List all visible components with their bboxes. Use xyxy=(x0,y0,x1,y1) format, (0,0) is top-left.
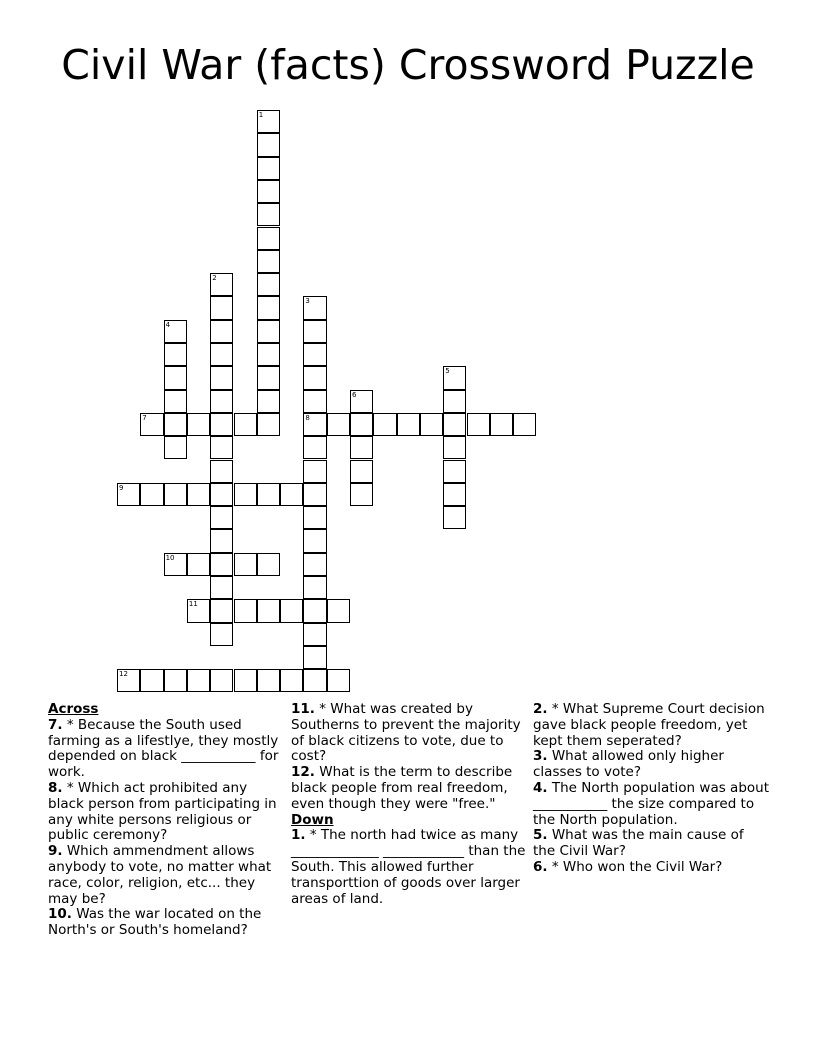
grid-cell[interactable] xyxy=(257,669,280,692)
grid-cell[interactable] xyxy=(234,413,257,436)
grid-cell[interactable] xyxy=(210,529,233,552)
cell-number: 7 xyxy=(142,413,147,422)
grid-cell[interactable] xyxy=(187,669,210,692)
grid-cell[interactable] xyxy=(443,413,466,436)
grid-cell[interactable] xyxy=(234,669,257,692)
grid-cell[interactable] xyxy=(303,296,326,319)
clues-column-3 xyxy=(533,702,769,876)
grid-cell[interactable] xyxy=(443,460,466,483)
grid-cell[interactable] xyxy=(164,413,187,436)
grid-cell[interactable] xyxy=(350,390,373,413)
across-heading: Across xyxy=(48,701,99,717)
grid-cell[interactable] xyxy=(164,320,187,343)
grid-cell[interactable] xyxy=(164,483,187,506)
grid-cell[interactable] xyxy=(257,157,280,180)
clue-down-2 xyxy=(533,702,769,749)
grid-cell[interactable] xyxy=(257,133,280,156)
clue-text: Was the war located on the North's or South's homeland? xyxy=(48,906,262,939)
grid-cell[interactable] xyxy=(234,553,257,576)
grid-cell[interactable] xyxy=(350,460,373,483)
grid-cell[interactable] xyxy=(234,599,257,622)
grid-cell[interactable] xyxy=(210,436,233,459)
grid-cell[interactable] xyxy=(303,460,326,483)
grid-cell[interactable] xyxy=(210,320,233,343)
grid-cell[interactable] xyxy=(187,599,210,622)
grid-cell[interactable] xyxy=(257,413,280,436)
cell-number: 1 xyxy=(258,111,264,119)
clue-number: 2. xyxy=(533,701,548,717)
clues-column-1 xyxy=(48,702,284,939)
grid-cell[interactable] xyxy=(257,390,280,413)
grid-cell[interactable] xyxy=(210,576,233,599)
grid-cell[interactable] xyxy=(187,553,210,576)
clue-number: 10. xyxy=(48,906,72,923)
grid-cell[interactable] xyxy=(443,436,466,459)
clue-number: 5. xyxy=(533,827,548,844)
grid-cell[interactable] xyxy=(210,669,233,692)
grid-cell[interactable] xyxy=(327,599,350,622)
cell-number: 2 xyxy=(212,274,217,283)
grid-cell[interactable] xyxy=(164,669,187,692)
grid-cell[interactable] xyxy=(164,366,187,389)
grid-cell[interactable] xyxy=(187,413,210,436)
grid-cell[interactable] xyxy=(350,436,373,459)
clue-down-3 xyxy=(533,749,769,781)
clue-text: * What Supreme Court decision gave black people freedom, yet kept them seperated? xyxy=(533,701,765,749)
grid-cell[interactable] xyxy=(513,413,536,436)
grid-cell[interactable] xyxy=(257,110,280,133)
clue-number: 6. xyxy=(533,858,548,875)
grid-cell[interactable] xyxy=(257,320,280,343)
grid-cell[interactable] xyxy=(443,366,466,389)
grid-cell[interactable] xyxy=(303,436,326,459)
grid-cell[interactable] xyxy=(303,343,326,366)
clue-number: 7. xyxy=(48,716,63,733)
grid-cell[interactable] xyxy=(187,483,210,506)
grid-cell[interactable] xyxy=(257,599,280,622)
grid-cell[interactable] xyxy=(327,669,350,692)
cell-number: 5 xyxy=(445,367,450,376)
grid-cell[interactable] xyxy=(303,599,326,622)
grid-cell[interactable] xyxy=(443,390,466,413)
clue-down-6 xyxy=(533,860,769,876)
cell-number: 10 xyxy=(165,553,175,562)
grid-cell[interactable] xyxy=(117,483,140,506)
clue-down-4 xyxy=(533,781,769,828)
grid-cell[interactable] xyxy=(140,413,163,436)
cell-number: 11 xyxy=(188,600,198,609)
clue-across-11 xyxy=(291,702,527,765)
grid-cell[interactable] xyxy=(303,413,326,436)
grid-cell[interactable] xyxy=(443,506,466,529)
grid-cell[interactable] xyxy=(164,553,187,576)
clues-column-2 xyxy=(291,702,527,907)
grid-cell[interactable] xyxy=(257,180,280,203)
grid-cell[interactable] xyxy=(420,413,443,436)
clue-across-7 xyxy=(48,718,284,781)
grid-cell[interactable] xyxy=(140,669,163,692)
grid-cell[interactable] xyxy=(257,343,280,366)
grid-cell[interactable] xyxy=(117,669,140,692)
grid-cell[interactable] xyxy=(303,390,326,413)
clue-text: What allowed only higher classes to vote? xyxy=(533,748,724,781)
grid-cell[interactable] xyxy=(303,623,326,646)
grid-cell[interactable] xyxy=(303,506,326,529)
grid-cell[interactable] xyxy=(164,436,187,459)
grid-cell[interactable] xyxy=(303,669,326,692)
grid-cell[interactable] xyxy=(210,460,233,483)
grid-cell[interactable] xyxy=(327,413,350,436)
clue-number: 12. xyxy=(291,764,315,781)
clue-down-1 xyxy=(291,828,527,907)
puzzle-title: Civil War (facts) Crossword Puzzle xyxy=(61,41,755,89)
down-heading: Down xyxy=(291,811,334,828)
clue-down-5 xyxy=(533,828,769,860)
grid-cell[interactable] xyxy=(303,576,326,599)
cell-number: 8 xyxy=(305,413,310,422)
clue-text: * Because the South used farming as a lifestlye, they mostly depended on black ___________ for work. xyxy=(48,716,279,781)
grid-cell[interactable] xyxy=(210,273,233,296)
clue-text: What was the main cause of the Civil War? xyxy=(533,827,744,860)
grid-cell[interactable] xyxy=(303,529,326,552)
grid-cell[interactable] xyxy=(210,413,233,436)
grid-cell[interactable] xyxy=(210,506,233,529)
clue-text: * What was created by Southerns to prevent the majority of black citizens to vote, due to cost? xyxy=(291,701,521,765)
cell-number: 6 xyxy=(352,390,357,399)
grid-cell[interactable] xyxy=(280,483,303,506)
grid-cell[interactable] xyxy=(397,413,420,436)
grid-cell[interactable] xyxy=(490,413,513,436)
grid-cell[interactable] xyxy=(210,390,233,413)
cell-number: 12 xyxy=(119,670,128,679)
grid-cell[interactable] xyxy=(257,553,280,576)
clue-number: 4. xyxy=(533,779,548,796)
grid-cell[interactable] xyxy=(210,366,233,389)
grid-cell[interactable] xyxy=(303,483,326,506)
grid-cell[interactable] xyxy=(350,413,373,436)
clue-across-10 xyxy=(48,907,284,939)
grid-cell[interactable] xyxy=(164,390,187,413)
grid-cell[interactable] xyxy=(303,320,326,343)
grid-cell[interactable] xyxy=(210,483,233,506)
grid-cell[interactable] xyxy=(257,366,280,389)
grid-cell[interactable] xyxy=(280,669,303,692)
grid-cell[interactable] xyxy=(257,273,280,296)
clue-text: The North population was about ___________ the size compared to the North population. xyxy=(533,779,769,828)
cell-number: 3 xyxy=(305,297,310,306)
cell-number: 9 xyxy=(119,483,124,492)
clue-number: 8. xyxy=(48,779,63,796)
grid-cell[interactable] xyxy=(303,646,326,669)
clue-across-8 xyxy=(48,781,284,844)
grid-cell[interactable] xyxy=(257,250,280,273)
grid-cell[interactable] xyxy=(210,553,233,576)
grid-cell[interactable] xyxy=(443,483,466,506)
clue-number: 3. xyxy=(533,748,548,765)
grid-cell[interactable] xyxy=(257,296,280,319)
clue-across-12 xyxy=(291,765,527,812)
clue-number: 11. xyxy=(291,701,315,717)
grid-cell[interactable] xyxy=(350,483,373,506)
clue-text: What is the term to describe black people from real freedom, even though they were "free." xyxy=(291,764,513,812)
grid-cell[interactable] xyxy=(210,599,233,622)
grid-cell[interactable] xyxy=(303,553,326,576)
cell-number: 4 xyxy=(165,320,171,329)
clue-number: 1. xyxy=(291,827,306,844)
clue-number: 9. xyxy=(48,843,63,860)
grid-cell[interactable] xyxy=(164,343,187,366)
grid-cell[interactable] xyxy=(140,483,163,506)
grid-cell[interactable] xyxy=(303,366,326,389)
grid-cell[interactable] xyxy=(467,413,490,436)
clue-text: * The north had twice as many _____________ ____________ than the South. This allowed further transporttion of goods over larger areas of land. xyxy=(291,827,526,907)
grid-cell[interactable] xyxy=(210,623,233,646)
clue-text: * Which act prohibited any black person from participating in any white persons religious or public ceremony? xyxy=(48,779,277,844)
grid-cell[interactable] xyxy=(280,599,303,622)
clue-text: * Who won the Civil War? xyxy=(551,858,723,875)
grid-cell[interactable] xyxy=(234,483,257,506)
grid-cell[interactable] xyxy=(257,483,280,506)
grid-cell[interactable] xyxy=(210,296,233,319)
grid-cell[interactable] xyxy=(210,343,233,366)
grid-cell[interactable] xyxy=(257,227,280,250)
clue-across-9 xyxy=(48,844,284,907)
clue-text: Which ammendment allows anybody to vote, no matter what race, color, religion, etc... they may be? xyxy=(48,843,272,907)
grid-cell[interactable] xyxy=(373,413,396,436)
grid-cell[interactable] xyxy=(257,203,280,226)
